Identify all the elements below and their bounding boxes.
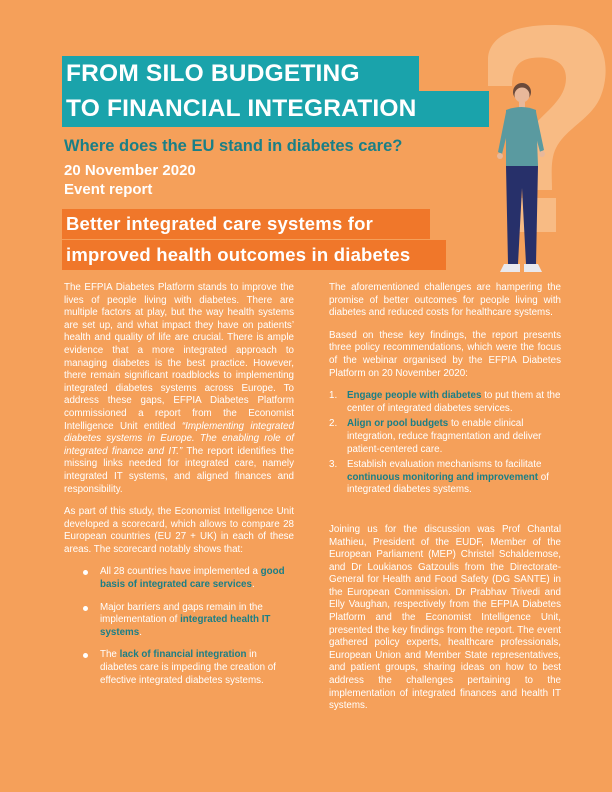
subtitle: Where does the EU stand in diabetes care? xyxy=(64,137,403,155)
title-line-1: FROM SILO BUDGETING xyxy=(62,56,419,92)
list-item: 1. Engage people with diabetes to put them at the center of integrated diabetes services. xyxy=(329,390,561,414)
challenges-paragraph: The aforementioned challenges are hampering the promise of better outcomes for people living with diabetes and reduced costs for healthcare systems. xyxy=(329,282,561,319)
intro-paragraph: The EFPIA Diabetes Platform stands to improve the lives of people living with diabetes. There are multiple factors at play, but the way health systems are set up, and what impact they have on patients’ health and quality of life are crucial. There is ample evidence that a more integrated approach to managing diabetes is the best practice. However, there remain significant roadblocks to implementing integrated diabetes systems across Europe. To address these gaps, EFPIA Diabetes Platform commissioned a report from the Economist Intelligence Unit entitled “Implementing integrated diabetes systems in Europe. The enabling role of integrated finance and IT.” The report identifies the missing links needed for integrated care, namely integrated IT systems, and aligned finances and responsibility. xyxy=(64,282,294,495)
right-column xyxy=(329,282,561,723)
report-type: Event report xyxy=(64,181,153,198)
list-item: All 28 countries have implemented a good basis of integrated care services. xyxy=(82,566,294,591)
event-date: 20 November 2020 xyxy=(64,162,196,179)
banner-line-2: improved health outcomes in diabetes xyxy=(62,240,446,270)
banner-line-1: Better integrated care systems for xyxy=(62,209,430,239)
list-item: Major barriers and gaps remain in the implementation of integrated health IT systems. xyxy=(82,602,294,640)
scorecard-findings-list xyxy=(64,566,294,687)
recommendations-intro: Based on these key findings, the report presents three policy recommendations, which were the focus of the webinar organised by the EFPIA Diabetes Platform on 20 November 2020: xyxy=(329,329,561,379)
left-column xyxy=(64,282,294,697)
speakers-paragraph: Joining us for the discussion was Prof Chantal Mathieu, President of the EUDF, Member of the European Parliament (MEP) Christel Schaldemose, and Dr Loukianos Gatzoulis from the Directorate-General for Health and Food Safety (DG SANTE) in the European Commission. Dr Prabhav Trivedi and Elly Vaughan, respectively from the EFPIA Diabetes Platform and the Economist Intelligence Unit, presented the key findings from the report. The event gathered policy experts, healthcare professionals, European Union and Member State representatives, and patient groups, sharing ideas on how to best address the challenges pertaining to the implementation of integrated finances and health IT systems. xyxy=(329,523,561,712)
title-line-2: TO FINANCIAL INTEGRATION xyxy=(62,91,489,127)
list-item: The lack of financial integration in diabetes care is impeding the creation of effective integrated diabetes systems. xyxy=(82,649,294,687)
report-title: “Implementing integrated diabetes systems in Europe. The enabling role of integrated finance and IT.” xyxy=(64,420,294,457)
list-item: 3. Establish evaluation mechanisms to facilitate continuous monitoring and improvement of integrated diabetes systems. xyxy=(329,459,549,496)
list-item: 2. Align or pool budgets to enable clinical integration, reduce fragmentation and deliver patient-centered care. xyxy=(329,418,542,455)
scorecard-paragraph: As part of this study, the Economist Intelligence Unit developed a scorecard, which allows to compare 28 European countries (EU 27 + UK) in each of these areas. The scorecard notably shows that: xyxy=(64,506,294,555)
person-illustration xyxy=(488,78,550,276)
recommendations-list xyxy=(329,390,561,497)
